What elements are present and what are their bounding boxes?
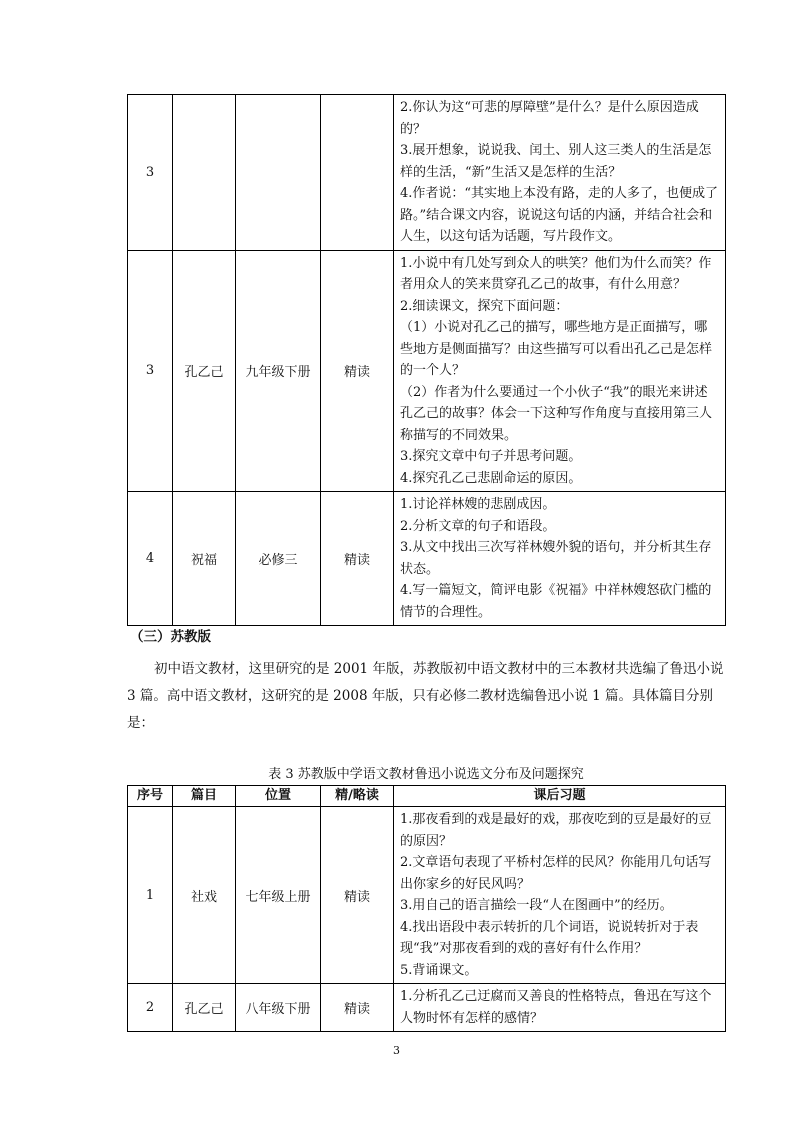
cell-exercises <box>394 250 726 492</box>
cell-reading-type: 精读 <box>321 984 394 1032</box>
cell-location: 七年级上册 <box>236 807 321 984</box>
cell-title: 孔乙己 <box>173 250 236 492</box>
exercise-table-sujiao <box>127 785 726 1032</box>
exercise-item: （1）小说对孔乙己的描写，哪些地方是正面描写，哪些地方是侧面描写？由这些描写可以看出孔乙己是怎样的一个人？ <box>400 320 713 378</box>
table-row <box>128 807 726 984</box>
exercise-item: 4.探究孔乙己悲剧命运的原因。 <box>400 470 582 486</box>
exercise-item: 4.找出语段中表示转折的几个词语，说说转折对于表现“我”对那夜看到的戏的喜好有什么作用？ <box>400 919 699 956</box>
cell-exercises <box>394 807 726 984</box>
table-row <box>128 250 726 492</box>
exercise-item: 1.那夜看到的戏是最好的戏，那夜吃到的豆是最好的豆的原因？ <box>400 812 712 849</box>
exercise-item: 2.分析文章的句子和语段。 <box>400 518 556 534</box>
cell-reading-type: 精读 <box>321 807 394 984</box>
cell-reading-type: 精读 <box>321 492 394 626</box>
cell-no: 3 <box>128 95 173 251</box>
table-header-row <box>128 786 726 807</box>
cell-title: 社戏 <box>173 807 236 984</box>
exercise-item: （2）作者为什么要通过一个小伙子“我”的眼光来讲述孔乙己的故事？体会一下这种写作角度与直接用第三人称描写的不同效果。 <box>400 384 713 443</box>
exercise-item: 3.展开想象，说说我、闰土、别人这三类人的生活是怎样的生活，“新”生活又是怎样的生活？ <box>400 143 712 180</box>
body-paragraph: 初中语文教材，这里研究的是 2001 年版，苏教版初中语文教材中的三本教材共选编了鲁迅小说 3 篇。高中语文教材，这研究的是 2008 年版，只有必修二教材选编鲁迅小说 1 篇。具体篇目分别是： <box>127 661 724 731</box>
cell-exercises <box>394 95 726 251</box>
table-row <box>128 95 726 251</box>
table-row <box>128 492 726 626</box>
exercise-item: 3.探究文章中句子并思考问题。 <box>400 449 582 464</box>
cell-title: 祝福 <box>173 492 236 626</box>
header-title: 篇目 <box>173 786 236 807</box>
exercise-item: 4.作者说：“其实地上本没有路，走的人多了，也便成了路。”结合课文内容，说说这句话的内涵，并结合社会和人生，以这句话为话题，写片段作文。 <box>400 186 719 244</box>
cell-no: 3 <box>128 250 173 492</box>
header-reading-type: 精/略读 <box>321 786 394 807</box>
table-row <box>128 984 726 1032</box>
exercise-item: 2.细读课文，探究下面问题： <box>400 298 569 314</box>
cell-location: 八年级下册 <box>236 984 321 1032</box>
cell-location: 必修三 <box>236 492 321 626</box>
cell-reading-type: 精读 <box>321 250 394 492</box>
exercise-item: 1.讨论祥林嫂的悲剧成因。 <box>400 497 556 512</box>
cell-title: 孔乙己 <box>173 984 236 1032</box>
exercise-item: 2.文章语句表现了平桥村怎样的民风？你能用几句话写出你家乡的好民风吗？ <box>400 855 712 892</box>
section-heading: （三）苏教版 <box>130 629 211 645</box>
exercise-item: 4.写一篇短文，简评电影《祝福》中祥林嫂怒砍门槛的情节的合理性。 <box>400 583 712 620</box>
cell-reading-type <box>321 95 394 251</box>
exercise-item: 1.分析孔乙己迂腐而又善良的性格特点，鲁迅在写这个人物时怀有怎样的感情？ <box>400 989 712 1026</box>
cell-no: 2 <box>128 984 173 1032</box>
cell-exercises <box>394 984 726 1032</box>
exercise-item: 3.用自己的语言描绘一段“人在图画中”的经历。 <box>400 898 673 913</box>
cell-location <box>236 95 321 251</box>
exercise-table-continued <box>127 94 726 626</box>
cell-location: 九年级下册 <box>236 250 321 492</box>
exercise-item: 3.从文中找出三次写祥林嫂外貌的语句，并分析其生存状态。 <box>400 540 712 577</box>
table-caption: 表 3 苏教版中学语文教材鲁迅小说选文分布及问题探究 <box>268 767 584 782</box>
exercise-item: 2.你认为这“可悲的厚障壁”是什么？是什么原因造成的？ <box>400 100 699 137</box>
cell-no: 4 <box>128 492 173 626</box>
cell-title <box>173 95 236 251</box>
cell-no: 1 <box>128 807 173 984</box>
header-no: 序号 <box>128 786 173 807</box>
exercise-item: 5.背诵课文。 <box>400 962 478 978</box>
header-location: 位置 <box>236 786 321 807</box>
cell-exercises <box>394 492 726 626</box>
header-exercises: 课后习题 <box>394 786 726 807</box>
page-number: 3 <box>393 1044 400 1057</box>
exercise-item: 1.小说中有几处写到众人的哄笑？他们为什么而笑？作者用众人的笑来贯穿孔乙己的故事，有什么用意？ <box>400 255 712 292</box>
